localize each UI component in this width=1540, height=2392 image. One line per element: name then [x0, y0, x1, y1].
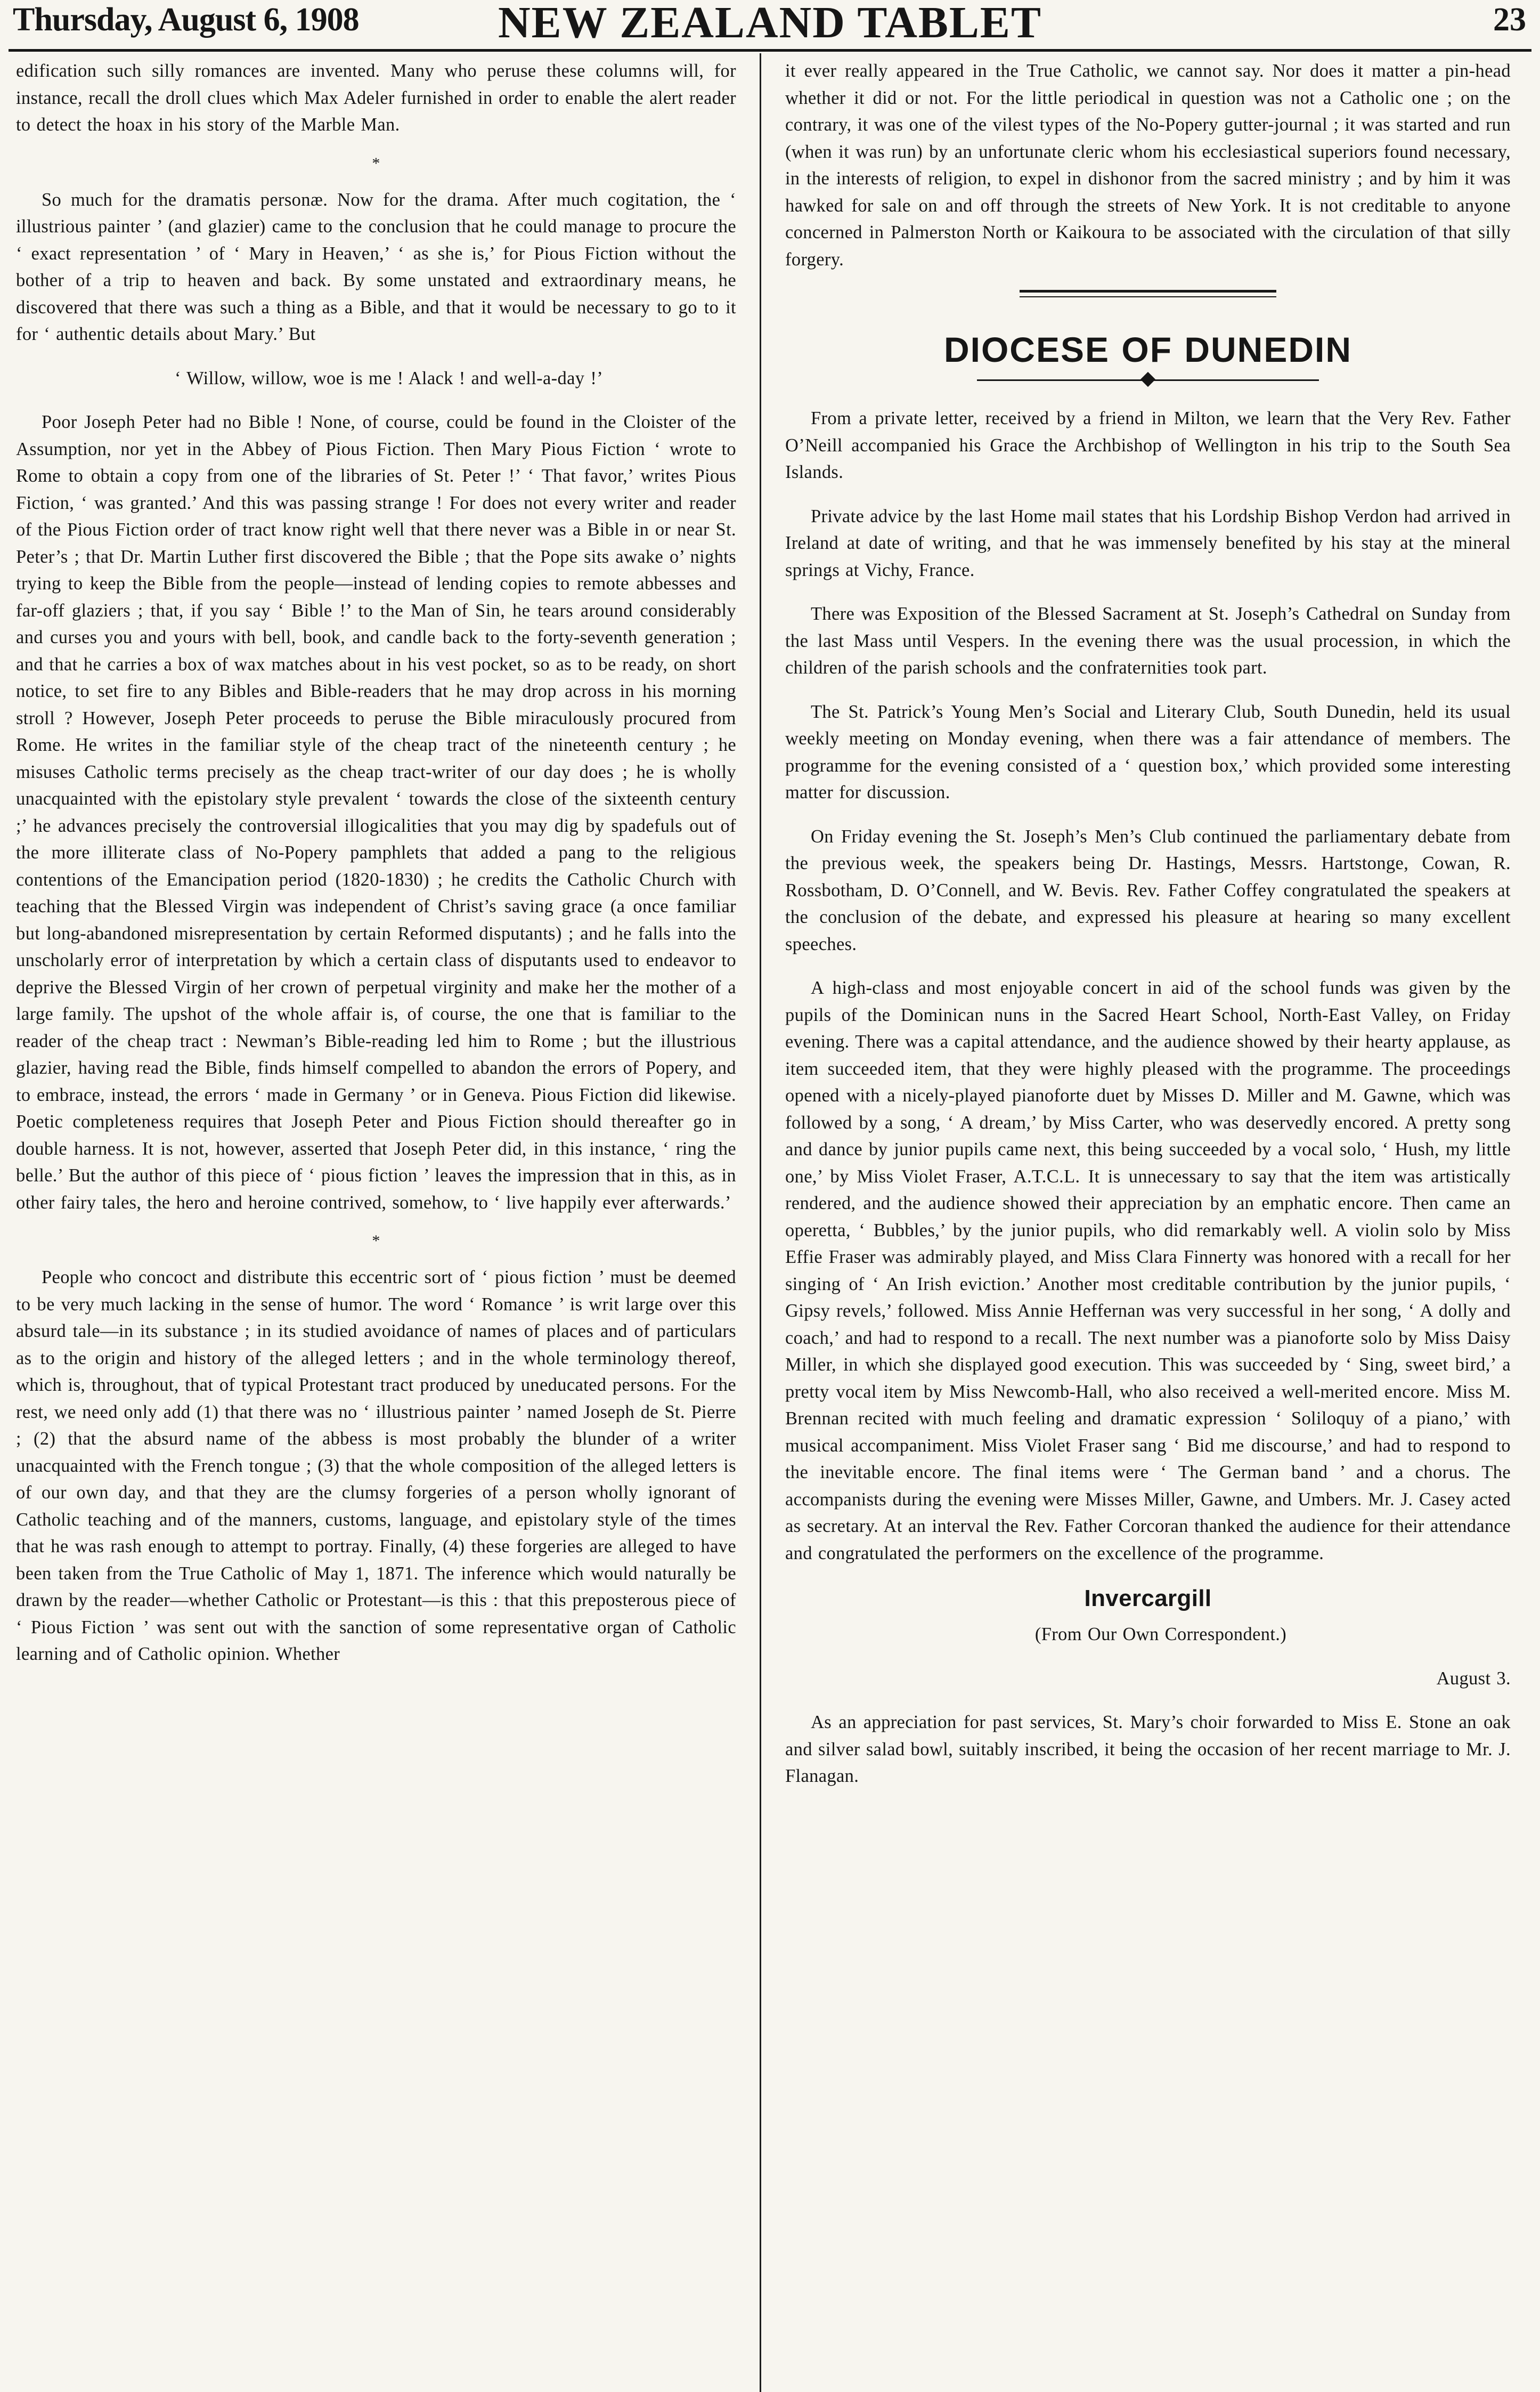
- section-rule: [785, 290, 1511, 297]
- masthead-rule: [9, 49, 1531, 52]
- paragraph: Poor Joseph Peter had no Bible ! None, of course, could be found in the Cloister of the Assumption, nor yet in the Abbey of Pious Fiction. Then Mary Pious Fiction ‘ wrote to Rome to obtain a copy from one of the libraries of St. Peter !’ ‘ That favor,’ writes Pious Fiction, ‘ was granted.’ And this was passing strange ! For does not every writer and reader of the Pious Fiction order of tract know right well that there never was a Bible in or near St. Peter’s ; that Dr. Martin Luther first discovered the Bible ; that the Pope sits awake o’ nights trying to keep the Bible from the people—instead of lending copies to remote abbesses and far-off glaziers ; that, if you say ‘ Bible !’ to the Man of Sin, he tears around considerably and curses you and yours with bell, book, and candle back to the forty-seventh generation ; and that he carries a box of wax matches about in his vest pocket, so as to be ready, on short notice, to set fire to any Bibles and Bible-readers that he may drop across in his morning stroll ? However, Joseph Peter proceeds to peruse the Bible miraculously procured from Rome. He writes in the familiar style of the cheap tract of the nineteenth century ; he misuses Catholic terms precisely as the cheap tract-writer of our day does ; he is wholly unacquainted with the epistolary style prevalent ‘ towards the close of the sixteenth century ;’ he advances precisely the controversial illogicalities that you may dig by spadefuls out of the more illiterate class of No-Popery pamphlets that added a pang to the religious contentions of the Emancipation period (1820-1830) ; he credits the Catholic Church with teaching that the Blessed Virgin was independent of Christ’s saving grace (a once familiar but long-abandoned misrepresentation by certain Reformed disputants) ; and he falls into the unscholarly error of interpretation by which a certain class of disputants used to endeavor to deprive the Blessed Virgin of her crown of perpetual virginity and make her the mother of a large family. The upshot of the whole affair is, of course, the one that is familiar to the reader of the cheap tract : Newman’s Bible-reading led him to Rome ; but the illustrious glazier, having read the Bible, finds himself compelled to abandon the errors of Popery, and to embrace, instead, the errors ‘ made in Germany ’ or in Geneva. Pious Fiction did likewise. Poetic completeness requires that Joseph Peter and Pious Fiction should thereafter go in double harness. It is not, however, asserted that Joseph Peter did, in this instance, ‘ ring the belle.’ But the author of this piece of ‘ pious fiction ’ leaves the impression that in this, as in other fairy tales, the hero and heroine contrived, somehow, to ‘ live happily ever afterwards.’: [16, 412, 736, 1213]
- paragraph: From a private letter, received by a friend in Milton, we learn that the Very Rev. Father O’Neill accompanied his Grace the Archbishop of Wellington in his trip to the South Sea Islands.: [785, 408, 1511, 482]
- correspondent-line: (From Our Own Correspondent.): [1034, 1624, 1287, 1644]
- right-column: [785, 58, 1511, 1807]
- paragraph: Private advice by the last Home mail states that his Lordship Bishop Verdon had arrived in Ireland at date of writing, and that he was immensely benefited by his stay at the mineral springs at Vichy, France.: [785, 506, 1511, 580]
- paragraph: People who concoct and distribute this eccentric sort of ‘ pious fiction ’ must be deemed to be very much lacking in the sense of humor. The word ‘ Romance ’ is writ large over this absurd tale—in its substance ; in its studied avoidance of names of places and of particulars as to the origin and history of the alleged letters ; and in the whole terminology thereof, which is, throughout, that of typical Protestant tract produced by uneducated persons. For the rest, we need only add (1) that there was no ‘ illustrious painter ’ named Joseph de St. Pierre ; (2) that the absurd name of the abbess is most probably the blunder of a writer unacquainted with the French tongue ; (3) that the whole composition of the alleged letters is of our own day, and that they are the clumsy forgeries of a person wholly ignorant of Catholic teaching and of the manners, customs, language, and epistolary style of the times that he was rash enough to attempt to portray. Finally, (4) these forgeries are alleged to have been taken from the True Catholic of May 1, 1871. The inference which would naturally be drawn by the reader—whether Catholic or Protestant—is this : that this preposterous piece of ‘ Pious Fiction ’ was sent out with the sanction of some representative organ of Catholic learning and of Catholic opinion. Whether: [16, 1267, 736, 1664]
- heading-divider: [977, 373, 1319, 387]
- paragraph: edification such silly romances are invented. Many who peruse these columns will, for instance, recall the droll clues which Max Adeler furnished in order to enable the alert reader to detect the hoax in his story of the Marble Man.: [16, 61, 736, 135]
- paragraph: So much for the dramatis personæ. Now for the drama. After much cogitation, the ‘ illustrious painter ’ (and glazier) came to the conclusion that he could manage to procure the ‘ exact representation ’ of ‘ Mary in Heaven,’ ‘ as she is,’ for Pious Fiction without the bother of a trip to heaven and back. By some unstated and extraordinary means, he discovered that there was such a thing as a Bible, and that it would be necessary to go to it for ‘ authentic details about Mary.’ But: [16, 189, 736, 344]
- paragraph: There was Exposition of the Blessed Sacrament at St. Joseph’s Cathedral on Sunday from the last Mass until Vespers. In the evening there was the usual procession, in which the children of the parish schools and the confraternities took part.: [785, 604, 1511, 678]
- section-heading: DIOCESE OF DUNEDIN: [943, 330, 1352, 369]
- diamond-ornament-icon: [1140, 372, 1155, 387]
- section-ornament: *: [372, 1232, 380, 1250]
- dateline: August 3.: [1436, 1668, 1511, 1689]
- page-number: 23: [1493, 2, 1526, 38]
- paragraph: it ever really appeared in the True Catholic, we cannot say. Nor does it matter a pin-head whether it did or not. For the little periodical in question was not a Catholic one ; on the contrary, it was one of the vilest types of the No-Popery gutter-journal ; it was started and run (when it was run) by an unfortunate cleric whom his ecclesiastical superiors found necessary, in the interests of religion, to expel in dishonor from the sacred ministry ; and by him it was hawked for sale on and off through the streets of New York. It is not creditable to anyone concerned in Palmerston North or Kaikoura to be associated with the circulation of that silly forgery.: [785, 61, 1511, 270]
- issue-date: Thursday, August 6, 1908: [13, 2, 359, 38]
- quotation: ‘ Willow, willow, woe is me ! Alack ! and well-a-day !’: [174, 368, 604, 388]
- subsection-heading: Invercargill: [1084, 1585, 1212, 1611]
- publication-title: NEW ZEALAND TABLET: [498, 0, 1042, 47]
- paragraph: The St. Patrick’s Young Men’s Social and Literary Club, South Dunedin, held its usual weekly meeting on Monday evening, when there was a fair attendance of members. The programme for the evening consisted of a ‘ question box,’ which provided some interesting matter for discussion.: [785, 701, 1511, 802]
- paragraph: On Friday evening the St. Joseph’s Men’s Club continued the parliamentary debate from the previous week, the speakers being Dr. Hastings, Messrs. Hartstonge, Cowan, R. Rossbotham, D. O’Connell, and W. Bevis. Rev. Father Coffey congratulated the speakers at the conclusion of the debate, and expressed his pleasure at hearing so many excellent speeches.: [785, 826, 1511, 954]
- column-divider: [760, 53, 761, 2392]
- paragraph: A high-class and most enjoyable concert in aid of the school funds was given by the pupils of the Dominican nuns in the Sacred Heart School, North-East Valley, on Friday evening. There was a capital attendance, and the audience showed by their hearty applause, as item succeeded item, that they were highly pleased with the programme. The proceedings opened with a nicely-played pianoforte duet by Misses D. Miller and M. Gawne, which was followed by a song, ‘ A dream,’ by Miss Carter, who was deservedly encored. A pretty song and dance by junior pupils came next, this being succeeded by a vocal solo, ‘ Hush, my little one,’ by Miss Violet Fraser, A.T.C.L. It is unnecessary to say that the item was artistically rendered, and the audience showed their appreciation by an emphatic encore. Then came an operetta, ‘ Bubbles,’ by the junior pupils, who did remarkably well. A violin solo by Miss Effie Fraser was admirably played, and Miss Clara Finnerty was honored with a recall for her singing of ‘ An Irish eviction.’ Another most creditable contribution by the junior pupils, ‘ Gipsy revels,’ followed. Miss Annie Heffernan was very successful in her song, ‘ A dolly and coach,’ and had to respond to a recall. The next number was a pianoforte solo by Miss Daisy Miller, in which she displayed good execution. This was succeeded by ‘ Sing, sweet bird,’ a pretty vocal item by Miss Newcomb-Hall, who also received a well-merited encore. Miss M. Brennan recited with much feeling and dramatic expression ‘ Soliloquy of a piano,’ with musical accompaniment. Miss Violet Fraser sang ‘ Bid me discourse,’ and had to respond to the inevitable encore. The final items were ‘ The German band ’ and a chorus. The accompanists during the evening were Misses Miller, Gawne, and Umbers. Mr. J. Casey acted as secretary. At an interval the Rev. Father Corcoran thanked the audience for their attendance and congratulated the performers on the excellence of the programme.: [785, 978, 1511, 1563]
- left-column: [16, 58, 736, 1685]
- section-ornament: *: [372, 154, 380, 172]
- masthead: [0, 0, 1540, 53]
- paragraph: As an appreciation for past services, St. Mary’s choir forwarded to Miss E. Stone an oak and silver salad bowl, suitably inscribed, it being the occasion of her recent marriage to Mr. J. Flanagan.: [785, 1712, 1511, 1786]
